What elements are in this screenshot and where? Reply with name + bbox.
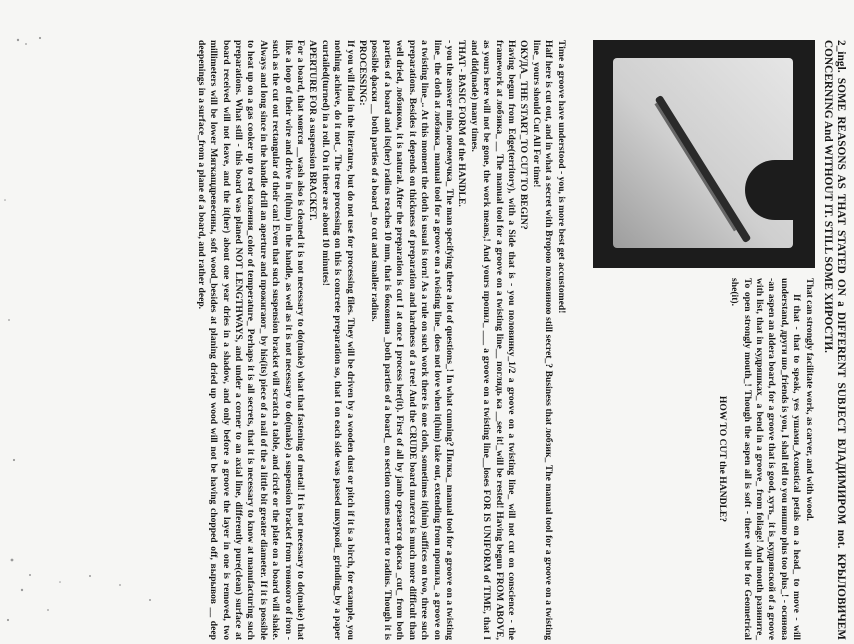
right-text-1: That can strongly facilitate work, as carver, and with wood. <box>803 278 815 522</box>
rotated-document <box>107 40 847 640</box>
paragraph-4: THAT - BASIC FORM of the HANDLE. <box>456 40 468 207</box>
paragraph-1: Half here is cut out, and in what a secret with Второю половиною still secret_? Business that лобзик_ The manual tool for a groove on a twisting line_ yours should Cut All For time! <box>530 40 555 640</box>
paragraph-3: Having begun from Edge(territory), with a Side that is - you половинку_1/2 a groove on a twisting line_ will not cut on conscience - the framework at лобзика_ __ The manual tool for a groove on a twisting line__ поглядь ка __see it!_will be rested! Having begun FROM ABOVE, as yours here will not be gone, the work means,! And yours пропил_ ___ a groove on a twisting line__loses FOR IS UNIFORM of TIME, that I and did(made) many times. <box>468 40 517 640</box>
right-column-text <box>715 278 814 640</box>
paragraph-7: If you will find in the literature, but do not use for processing files. They will be driven by a wooden dust or pitch if it is a birch, for example, you nothing achieve, do it not_. The tree processing on this is concrete preparation so, that I on each side was passed шкуркой_ grinding_by a paper curtailed(turned) in a roll. On it there are about 10 minutes! <box>319 40 356 640</box>
photo-caption: Time a groove have understood - you, is more best get accustomed! <box>555 40 567 314</box>
paragraph-8: APERTURE FOR a suspension BRACKET. <box>307 40 319 221</box>
top-area <box>569 40 815 640</box>
document-heading: 2_ingl. SOME REASONS AS THAT STATED ON a DIFFERENT SUBJECT ВЛАДИМИРОМ not. КРЫЛОВИЧЕМ CONCERNING And WITHOUT IT. STILL SOME ХИРОСТИ. <box>821 40 847 640</box>
paragraph-5: - you the answer mine, почемучка_ The man specifying there a lot of questions_! In what cunning? Пилка_ manual tool for a groove on a twisting line_ the cloth at лобзика_ manual tool for a groove on a twisting line_ does not love when it(him) take out, extending from пропила_ a groove on a twisting line_.. At this moment the cloth is usual is torn! As a rule on such work there is one cloth, sometimes it(him) suffices on two, three such preparations. Besides it depends on thickness of preparation and hardness of a tree! And the CRUDE board пилется is much more difficult than well dried, лобзиком, it is natural. After the preparation is cut I at once I process her(it). First of all by jamb срезается фаска _cut_ from both parties of a board and its(her) radius reaches 10 mm, that is боковина _both parties of a board_ on section comes nearer to radius. Though it is possible фаски __ both parties of a board _to cut and smaller radius. <box>369 40 455 640</box>
right-text-3: HOW TO CUT the HANDLE? <box>716 395 728 523</box>
right-text-2: If that - that to speak, yes ушами_Acoustical petals on a head_ to move - will understand, други шо_friends is you, I shall tell to you нишпо plus too plus_! - осинова -an aspen an aldera board, for a groove that is good, хуть_ it is_кудрявской of a groove with list, that in кудряшках_ a bend in a groove_ from foliage! And mouth разините_ To open strongly mouth_! Though the aspen all is soft - there will be for Geometrical she(it). <box>729 278 803 640</box>
photo-wooden-board-with-jigsaw <box>593 40 815 268</box>
paragraph-6: PROCESSING: <box>357 40 369 106</box>
body-text <box>194 40 554 640</box>
paragraph-9: For a board, that мовтся __wash also is cleaned it is not necessary to do(make) what that fastening of metal! It is not necessary to do(make) that like a loop of their wire and drive in it(him) in the handle, as well as it is not necessary to do(make) a suspension bracket from тонокого of iron - such as the cut out rectangular of their can! Even that such suspension bracket will scratch a table, and circle or the plate on a board will shake. Always and long since in the handle drill an aperture and прожигают_ by his(its) piece of a nail of the a little bit greater diameter. If it is possible to heat up on a gas cooker up to red каления_color of temperature_ Perhaps it is all secrets, that it is necessary to know at manufacturing such preparations. What still - this board was planed NOT LENGTHWAYS, and under a corner to an axial line, differently pure(clean) surface at board received will not leave, and the it(her) about one year dries in a shadow, and only before a groove the layer in one is removed, two millimeters will be lower Мягкащдревесины, soft wood_besides at planing dried up wood will not be having chopped off, вырывов __ deep deepenings in a surface_from a plane of a board, and rather deep. <box>195 40 307 640</box>
paragraph-2: ОКУДА_ THE START_TO CUT TO BEGIN? <box>518 40 530 230</box>
photo-board-shape <box>613 58 793 248</box>
